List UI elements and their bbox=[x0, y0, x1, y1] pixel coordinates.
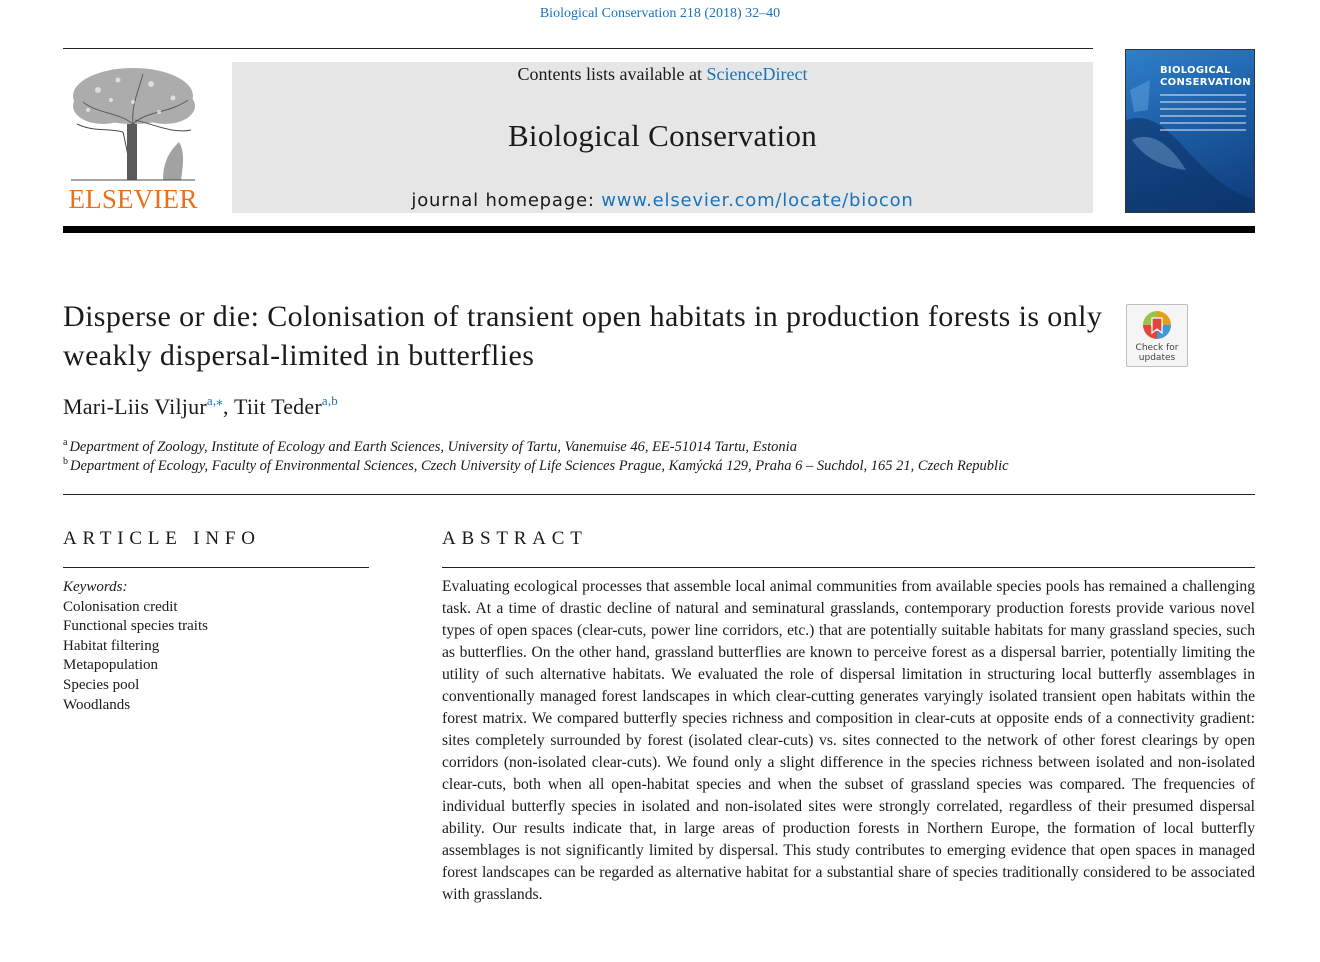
keywords-label: Keywords: bbox=[63, 579, 128, 595]
affiliation-text: Department of Zoology, Institute of Ecology and Earth Sciences, University of Tartu, Vanemuise 46, EE-51014 Tartu, Estonia bbox=[69, 439, 797, 455]
contents-prefix: Contents lists available at bbox=[517, 64, 707, 84]
journal-title: Biological Conservation bbox=[507, 118, 818, 153]
keyword-item: Metapopulation bbox=[63, 657, 158, 674]
homepage-link[interactable]: www.elsevier.com/locate/biocon bbox=[601, 190, 914, 211]
contents-line bbox=[232, 64, 1093, 85]
cover-editorial-lines bbox=[1160, 94, 1246, 136]
author-separator: , bbox=[222, 394, 234, 419]
affiliation-mark: b bbox=[63, 456, 68, 467]
header-thick-rule bbox=[63, 226, 1255, 233]
keywords-block bbox=[63, 578, 208, 715]
homepage-prefix: journal homepage: bbox=[411, 190, 602, 211]
keyword-item: Habitat filtering bbox=[63, 637, 160, 654]
crossmark-icon bbox=[1141, 309, 1173, 341]
cover-title: BIOLOGICAL CONSERVATION bbox=[1160, 65, 1251, 88]
journal-banner bbox=[232, 62, 1093, 213]
keyword-item: Functional species traits bbox=[63, 618, 208, 635]
affiliation-mark: a bbox=[63, 437, 68, 448]
abstract-body: Evaluating ecological processes that assemble local animal communities from available species pools has remained a challenging task. At a time of drastic decline of natural and seminatural grasslands, contemporary production forests provide various novel types of open spaces (clear-cuts, power line corridors, etc.) that are potentially suitable habitats for many grassland species, such as butterflies. On the other hand, grassland butterflies are known to perceive forest as a dispersal barrier, potentially limiting the utility of such alternative habitats. We evaluated the role of dispersal limitation in structuring local butterfly assemblages in conventionally managed forest landscapes in which clear-cutting generates varyingly isolated transient open habitats within the forest matrix. We compared butterfly species richness and composition in clear-cuts at opposite ends of a connectivity gradient: sites completely surrounded by forest (isolated clear-cuts) vs. sites connected to the network of other forest clearings by open corridors (non-isolated clear-cuts). We found only a slight difference in the species richness between isolated and non-isolated clear-cuts, both when all open-habitat species and when the subset of grassland species was compared. The frequencies of individual butterfly species in isolated and non-isolated sites were strongly correlated, regardless of their presumed dispersal ability. Our results indicate that, in large areas of production forests in Northern Europe, the formation of local butterfly assemblages is not significantly limited by dispersal. This study contributes to emerging evidence that open spaces in managed forest landscapes can be regarded as alternative habitat for a substantial share of species traditionally considered to be associated with grasslands. bbox=[442, 578, 1255, 903]
homepage-line bbox=[232, 190, 1093, 211]
article-title: Disperse or die: Colonisation of transient open habitats in production forests is only weakly dispersal-limited in butterflies bbox=[63, 300, 1103, 372]
affiliation-b bbox=[63, 456, 1009, 475]
journal-cover-image[interactable] bbox=[1125, 49, 1255, 213]
section-divider bbox=[63, 494, 1255, 495]
author-affiliation-marker[interactable]: a,⁎ bbox=[206, 393, 223, 408]
author-affiliation-marker[interactable]: a,b bbox=[321, 393, 338, 408]
journal-citation[interactable]: Biological Conservation 218 (2018) 32–40 bbox=[539, 6, 781, 21]
article-info-heading: ARTICLE INFO bbox=[63, 528, 261, 549]
elsevier-wordmark: ELSEVIER bbox=[68, 184, 198, 214]
check-for-updates-button[interactable] bbox=[1126, 304, 1188, 367]
crossmark-label: Check for updates bbox=[1135, 343, 1179, 363]
keyword-item: Colonisation credit bbox=[63, 598, 178, 615]
affiliation-a bbox=[63, 437, 797, 456]
sciencedirect-link[interactable]: ScienceDirect bbox=[706, 64, 808, 84]
author-name[interactable]: Tiit Teder bbox=[234, 394, 322, 419]
author-name[interactable]: Mari-Liis Viljur bbox=[63, 394, 207, 419]
top-divider bbox=[63, 48, 1093, 49]
keyword-item: Woodlands bbox=[63, 696, 131, 713]
author-list bbox=[63, 393, 338, 420]
article-info-rule bbox=[63, 567, 369, 568]
affiliation-text: Department of Ecology, Faculty of Environmental Sciences, Czech University of Life Sciences Prague, Kamýcká 129, Praha 6 – Suchdol, 165 21, Czech Republic bbox=[70, 458, 1009, 474]
abstract-heading: ABSTRACT bbox=[442, 528, 588, 549]
keyword-item: Species pool bbox=[63, 676, 140, 693]
abstract-rule bbox=[442, 567, 1255, 568]
